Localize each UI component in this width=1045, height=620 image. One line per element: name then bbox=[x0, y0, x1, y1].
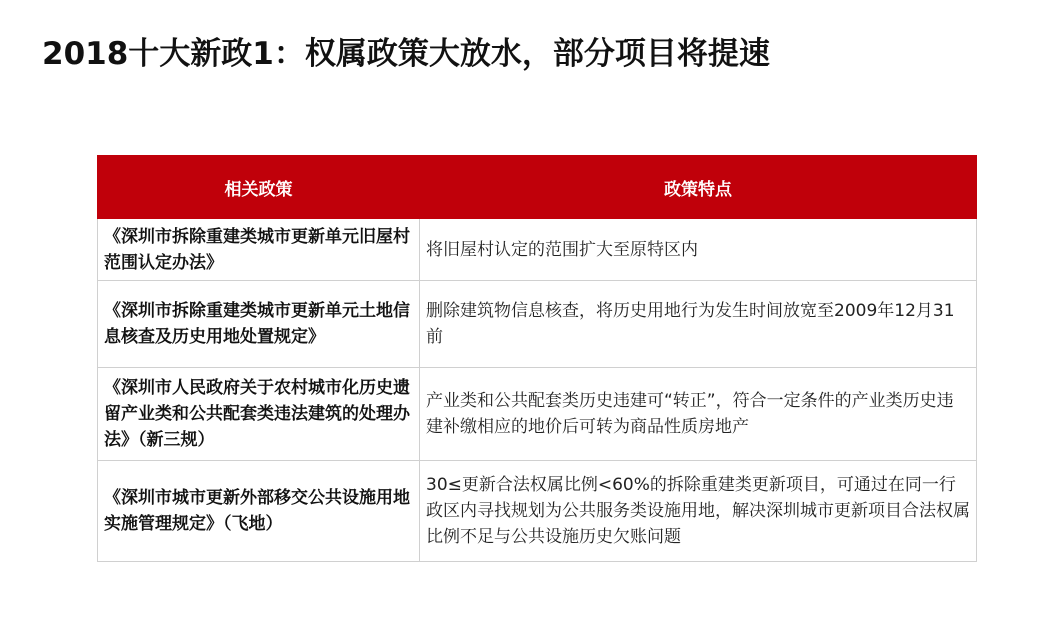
table-row bbox=[98, 281, 977, 368]
header-features: 政策特点 bbox=[420, 156, 977, 219]
policy-name: 《深圳市拆除重建类城市更新单元土地信息核查及历史用地处置规定》 bbox=[98, 281, 420, 368]
policy-name: 《深圳市拆除重建类城市更新单元旧屋村范围认定办法》 bbox=[98, 219, 420, 281]
policy-name: 《深圳市人民政府关于农村城市化历史遗留产业类和公共配套类违法建筑的处理办法》（新三规） bbox=[98, 368, 420, 461]
policy-table bbox=[97, 155, 977, 562]
header-policy: 相关政策 bbox=[98, 156, 420, 219]
policy-feature: 30≤更新合法权属比例<60%的拆除重建类更新项目，可通过在同一行政区内寻找规划为公共服务类设施用地，解决深圳城市更新项目合法权属比例不足与公共设施历史欠账问题 bbox=[420, 461, 977, 562]
slide-title: 2018十大新政1：权属政策大放水，部分项目将提速 bbox=[42, 36, 770, 72]
policy-name: 《深圳市城市更新外部移交公共设施用地实施管理规定》（飞地） bbox=[98, 461, 420, 562]
table-row bbox=[98, 368, 977, 461]
table-header-row bbox=[98, 156, 977, 219]
policy-feature: 将旧屋村认定的范围扩大至原特区内 bbox=[420, 219, 977, 281]
policy-feature: 删除建筑物信息核查，将历史用地行为发生时间放宽至2009年12月31前 bbox=[420, 281, 977, 368]
table-row bbox=[98, 219, 977, 281]
table-row bbox=[98, 461, 977, 562]
policy-feature: 产业类和公共配套类历史违建可“转正”，符合一定条件的产业类历史违建补缴相应的地价后可转为商品性质房地产 bbox=[420, 368, 977, 461]
